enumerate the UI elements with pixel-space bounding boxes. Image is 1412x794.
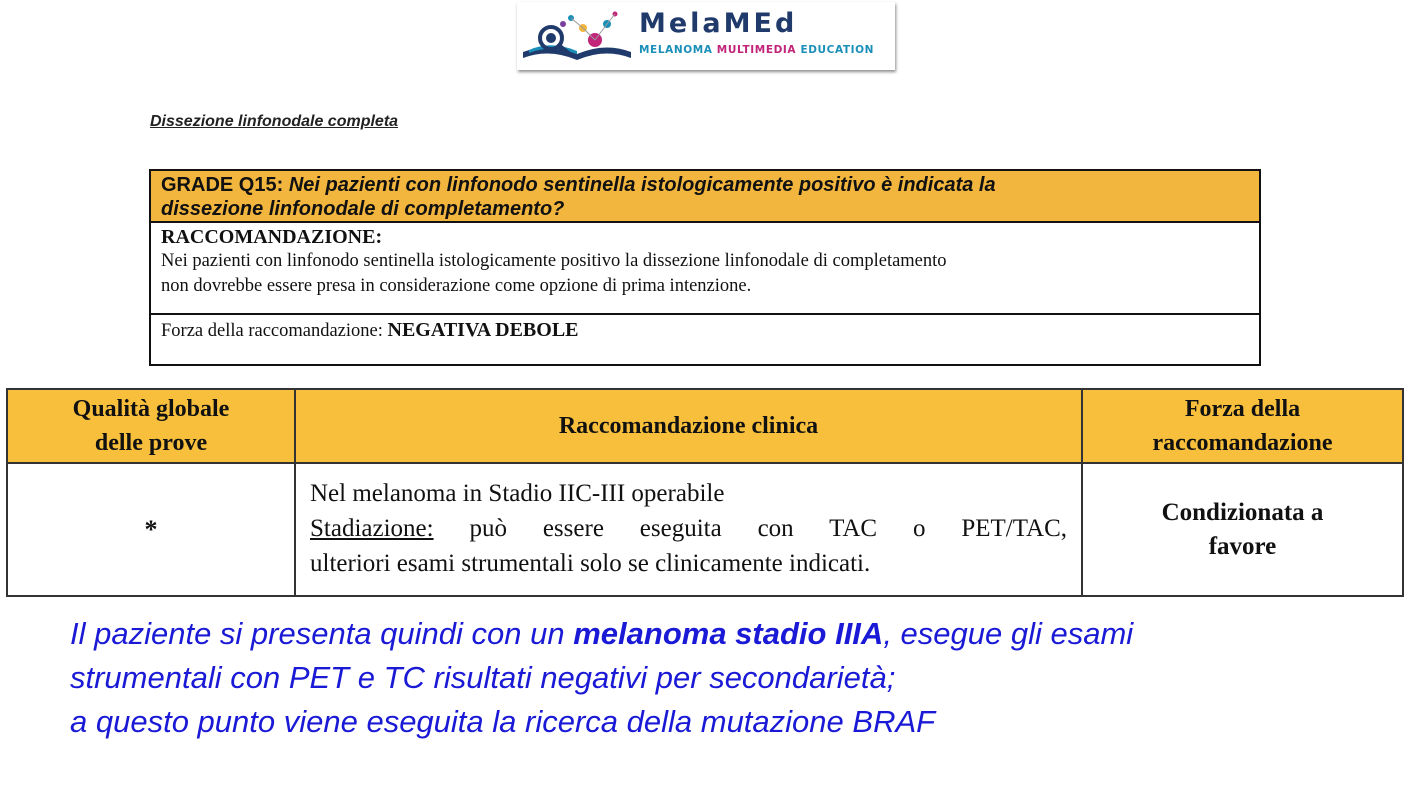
cell-quality: *: [7, 463, 295, 596]
logo-subtitle-part2: MULTIMEDIA: [716, 44, 797, 56]
grade-question-header: [151, 171, 1259, 223]
strength-value: NEGATIVA DEBOLE: [387, 319, 579, 341]
cell-strength-line2: favore: [1208, 532, 1277, 560]
recommendation-line1: Nei pazienti con linfonodo sentinella istologicamente positivo la dissezione linfonodale di completamento: [161, 251, 947, 271]
cell-clinical: [295, 463, 1082, 596]
note-line3: a questo punto viene eseguita la ricerca della mutazione BRAF: [70, 704, 936, 739]
logo-subtitle-part1: MELANOMA: [639, 44, 713, 56]
logo-subtitle-part3: EDUCATION: [800, 44, 875, 56]
grade-label: GRADE Q15:: [161, 174, 284, 196]
grade-question-line1: Nei pazienti con linfonodo sentinella istologicamente positivo è indicata la: [288, 174, 996, 196]
table-header-row: [7, 389, 1403, 463]
logo-title: MelaMEd: [639, 8, 798, 39]
table-row: [7, 463, 1403, 596]
grade-recommendation-box: [149, 169, 1261, 366]
note-part2: , esegue gli esami: [883, 616, 1134, 651]
note-line2: strumentali con PET e TC risultati negativi per secondarietà;: [70, 660, 896, 695]
clinical-underlined: Stadiazione:: [310, 515, 434, 542]
grade-strength: [151, 315, 1259, 364]
note-bold: melanoma stadio IIIA: [573, 616, 884, 651]
clinical-line1: Nel melanoma in Stadio IIC-III operabile: [310, 480, 725, 507]
clinical-line3: ulteriori esami strumentali solo se clinicamente indicati.: [310, 550, 871, 577]
patient-note: [70, 612, 1390, 744]
recommendation-table: [6, 388, 1404, 597]
header-quality-line2: delle prove: [94, 430, 208, 456]
section-heading: Dissezione linfonodale completa: [150, 113, 399, 130]
recommendation-line2: non dovrebbe essere presa in considerazione come opzione di prima intenzione.: [161, 276, 752, 296]
note-part1: Il paziente si presenta quindi con un: [70, 616, 574, 651]
clinical-line2-rest: può essere eseguita con TAC o PET/TAC,: [433, 515, 1067, 542]
cell-strength-line1: Condizionata a: [1161, 498, 1324, 526]
header-strength: [1082, 389, 1403, 463]
header-strength-line2: raccomandazione: [1152, 430, 1333, 456]
grade-question-line2: dissezione linfonodale di completamento?: [161, 198, 565, 220]
header-quality-line1: Qualità globale: [72, 396, 230, 422]
header-quality: [7, 389, 295, 463]
cell-strength: [1082, 463, 1403, 596]
magnifier-book-icon: [519, 6, 637, 66]
header-strength-line1: Forza della: [1184, 396, 1301, 422]
grade-recommendation: [151, 223, 1259, 315]
note-line1: [70, 612, 1390, 656]
recommendation-title: RACCOMANDAZIONE:: [161, 226, 383, 248]
logo-subtitle: [639, 44, 874, 56]
clinical-line2: [310, 511, 1067, 546]
header-clinical: Raccomandazione clinica: [295, 389, 1082, 463]
melamed-logo: [517, 2, 895, 70]
strength-label: Forza della raccomandazione:: [161, 321, 383, 341]
